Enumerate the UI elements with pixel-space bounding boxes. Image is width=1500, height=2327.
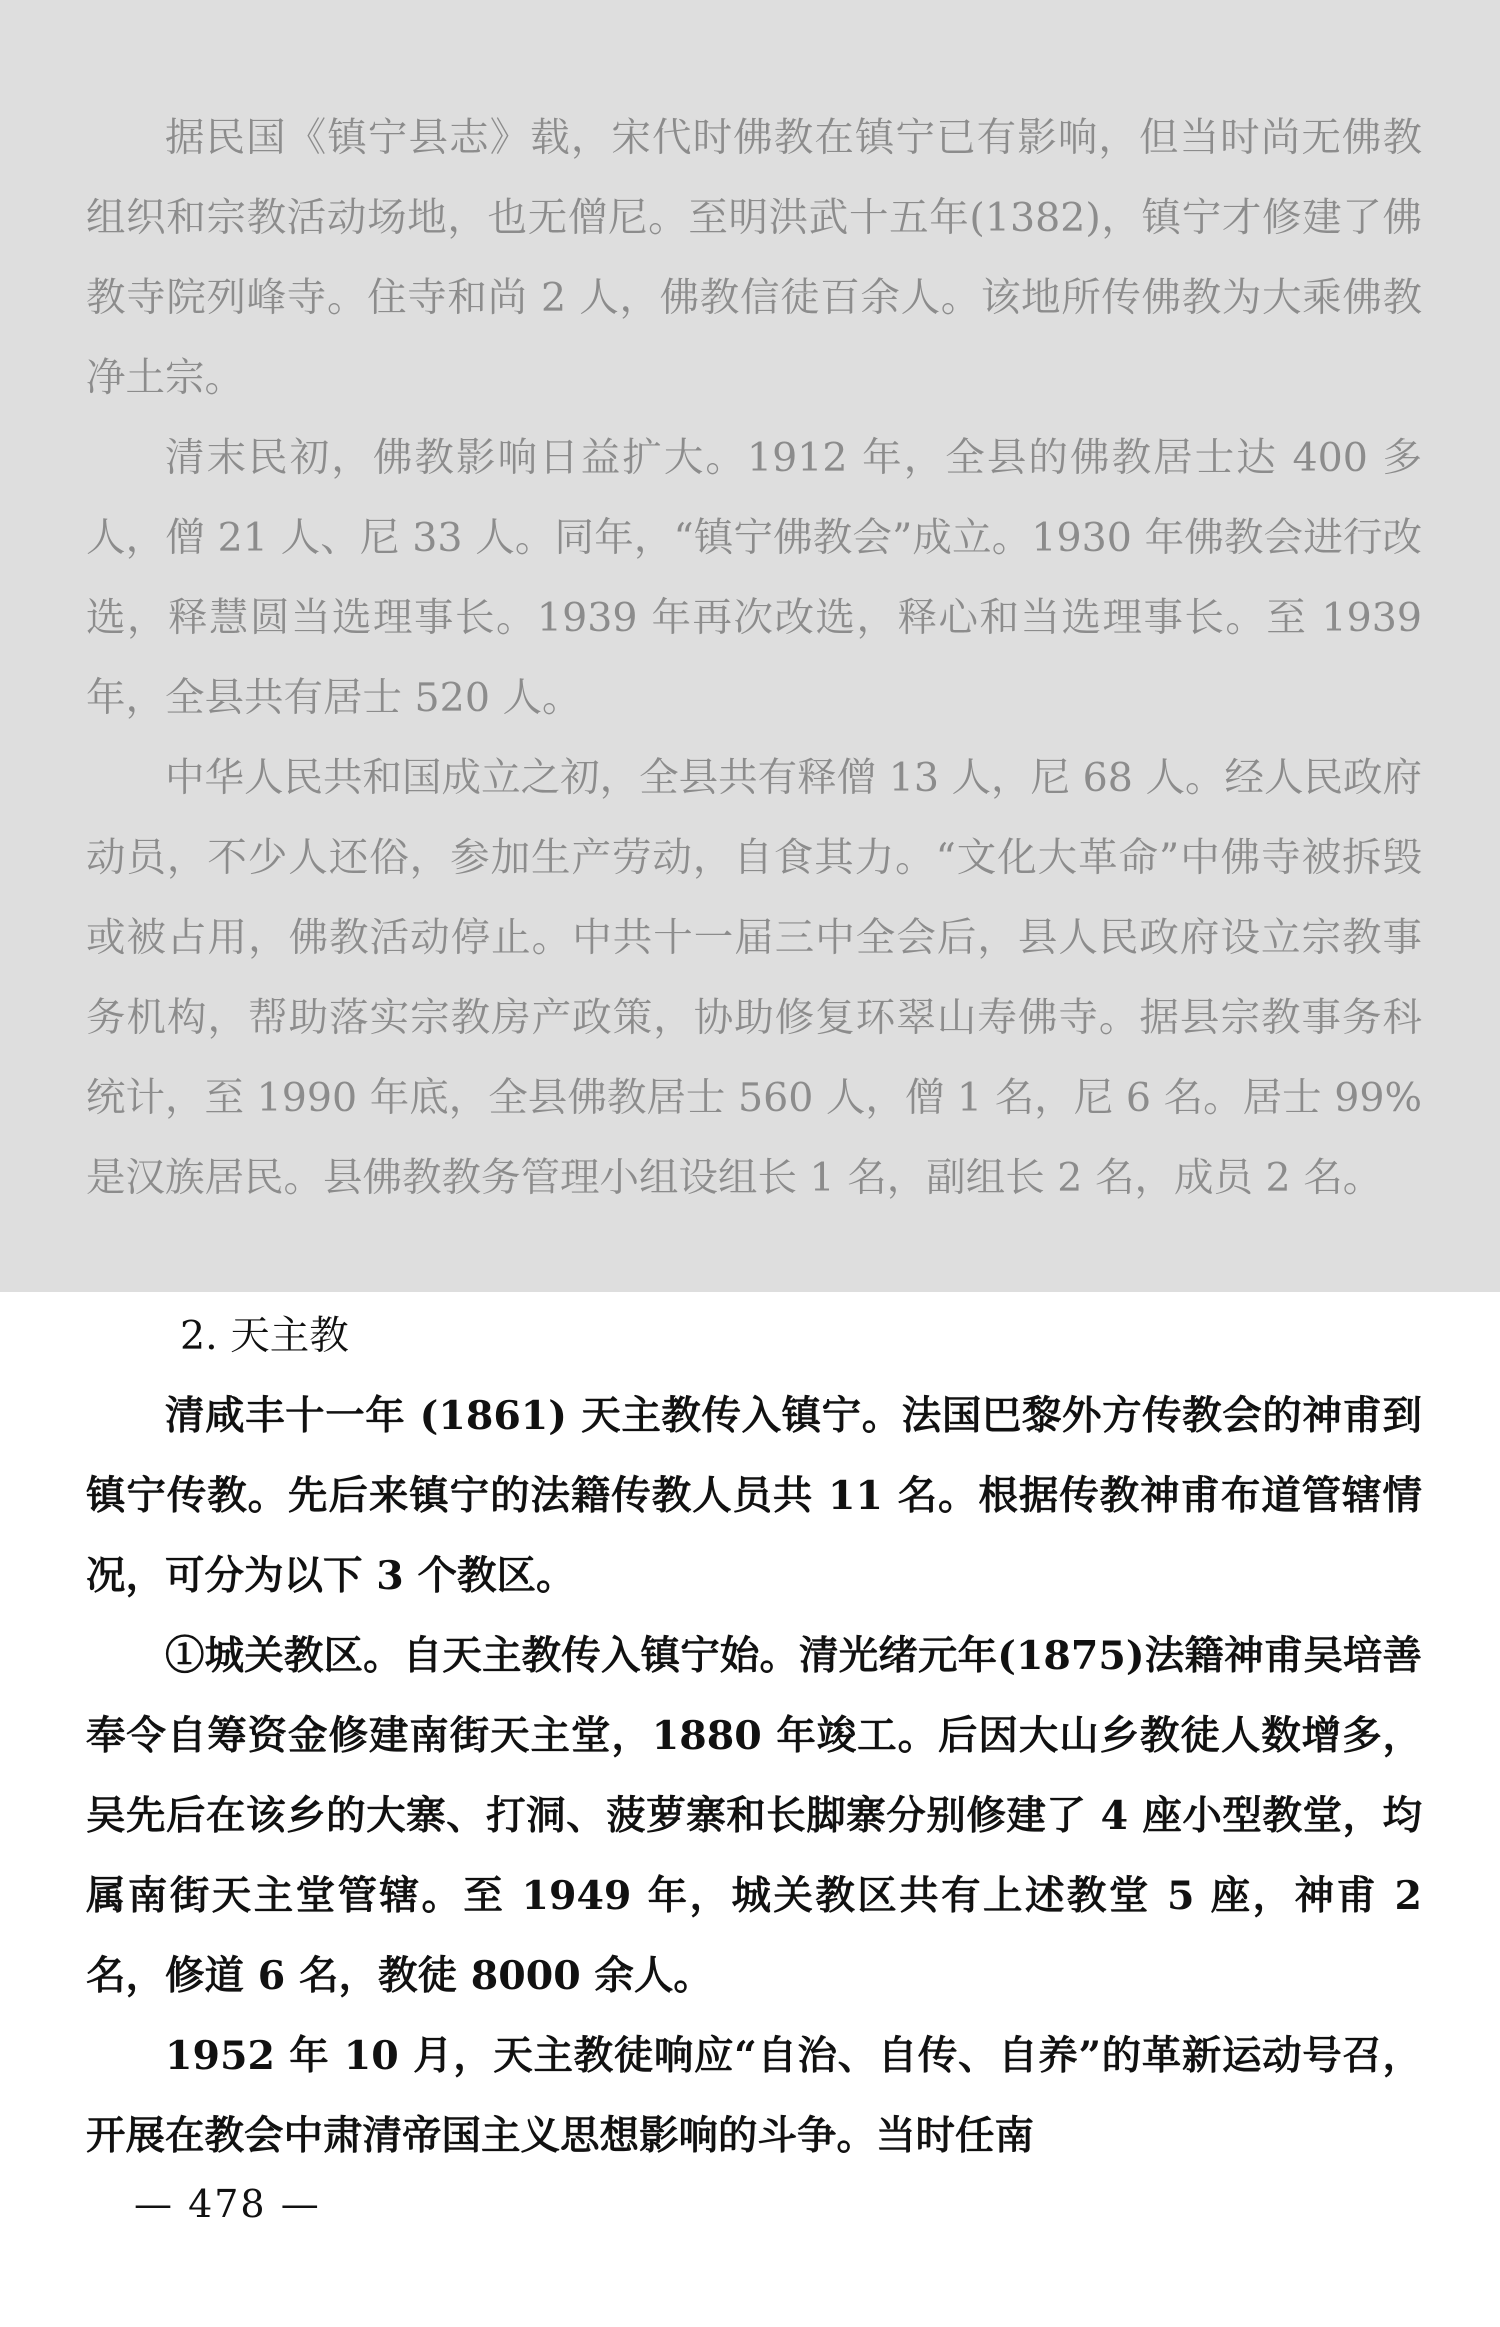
section-heading-catholicism: 2. 天主教: [180, 1313, 349, 1359]
paragraph-reform-1952: 1952 年 10 月，天主教徒响应“自治、自传、自养”的革新运动号召，开展在教会中肃清帝国主义思想影响的斗争。当时任南: [86, 2033, 1422, 2159]
page-number: — 478 —: [134, 2182, 321, 2226]
buddhism-text-block: [86, 98, 1422, 1218]
catholicism-text-block: [86, 1376, 1422, 2176]
paragraph-catholicism-intro: 清咸丰十一年 (1861) 天主教传入镇宁。法国巴黎外方传教会的神甫到镇宁传教。先后来镇宁的法籍传教人员共 11 名。根据传教神甫布道管辖情况，可分为以下 3 个教区。: [86, 1393, 1422, 1599]
paragraph-buddhism-qing: 清末民初，佛教影响日益扩大。1912 年，全县的佛教居士达 400 多人，僧 21 人、尼 33 人。同年，“镇宁佛教会”成立。1930 年佛教会进行改选，释慧圆当选理事长。1939 年再次改选，释心和当选理事长。至 1939 年，全县共有居士 520 人。: [86, 435, 1422, 721]
paragraph-chengguan-parish: ①城关教区。自天主教传入镇宁始。清光绪元年(1875)法籍神甫吴培善奉令自筹资金修建南街天主堂，1880 年竣工。后因大山乡教徒人数增多，吴先后在该乡的大寨、打洞、菠萝寨和长脚寨分别修建了 4 座小型教堂，均属南街天主堂管辖。至 1949 年，城关教区共有上述教堂 5 座，神甫 2 名，修道 6 名，教徒 8000 余人。: [86, 1633, 1422, 1999]
paragraph-buddhism-history: 据民国《镇宁县志》载，宋代时佛教在镇宁已有影响，但当时尚无佛教组织和宗教活动场地，也无僧尼。至明洪武十五年(1382)，镇宁才修建了佛教寺院列峰寺。住寺和尚 2 人，佛教信徒百余人。该地所传佛教为大乘佛教净土宗。: [86, 115, 1422, 401]
paragraph-buddhism-prc: 中华人民共和国成立之初，全县共有释僧 13 人，尼 68 人。经人民政府动员，不少人还俗，参加生产劳动，自食其力。“文化大革命”中佛寺被拆毁或被占用，佛教活动停止。中共十一届三中全会后，县人民政府设立宗教事务机构，帮助落实宗教房产政策，协助修复环翠山寿佛寺。据县宗教事务科统计，至 1990 年底，全县佛教居士 560 人，僧 1 名，尼 6 名。居士 99%是汉族居民。县佛教教务管理小组设组长 1 名，副组长 2 名，成员 2 名。: [86, 755, 1422, 1201]
